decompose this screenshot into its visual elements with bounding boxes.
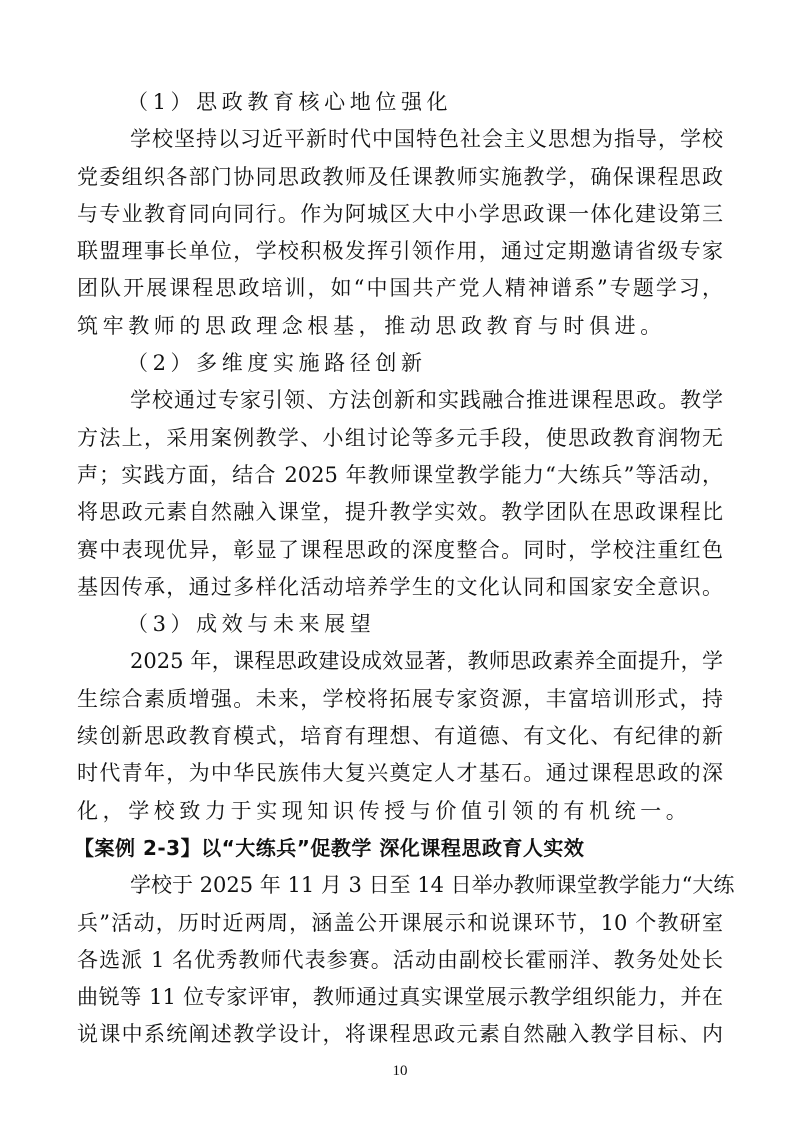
paragraph-line: 各选派 1 名优秀教师代表参赛。活动由副校长霍丽洋、教务处处长 (77, 947, 723, 972)
section-heading-2: （2）多维度实施路径创新 (127, 351, 427, 376)
case-title: 【案例 2-3】以“大练兵”促教学 深化课程思政育人实效 (74, 835, 585, 860)
paragraph-line: 续创新思政教育模式，培育有理想、有道德、有文化、有纪律的新 (77, 724, 723, 749)
paragraph-line: 曲锐等 11 位专家评审，教师通过真实课堂展示教学组织能力，并在 (77, 985, 723, 1010)
paragraph-line: 方法上，采用案例教学、小组讨论等多元手段，使思政教育润物无 (77, 425, 723, 450)
paragraph-line: 学校于 2025 年 11 月 3 日至 14 日举办教师课堂教学能力“大练 (130, 873, 735, 898)
paragraph-line: 声；实践方面，结合 2025 年教师课堂教学能力“大练兵”等活动， (77, 462, 723, 487)
paragraph-line: 筑牢教师的思政理念根基，推动思政教育与时俱进。 (77, 313, 666, 338)
paragraph-line: 学校坚持以习近平新时代中国特色社会主义思想为指导，学校 (130, 127, 723, 152)
paragraph-line: 兵”活动，历时近两周，涵盖公开课展示和说课环节，10 个教研室 (77, 910, 723, 935)
document-page (74, 84, 735, 1054)
section-heading-3: （3）成效与未来展望 (127, 612, 376, 637)
paragraph-line: 2025 年，课程思政建设成效显著，教师思政素养全面提升，学 (130, 649, 723, 674)
paragraph-line: 说课中系统阐述教学设计，将课程思政元素自然融入教学目标、内 (77, 1022, 723, 1047)
paragraph-line: 化，学校致力于实现知识传授与价值引领的有机统一。 (77, 798, 692, 823)
paragraph-line: 基因传承，通过多样化活动培养学生的文化认同和国家安全意识。 (77, 574, 723, 599)
paragraph-line: 将思政元素自然融入课堂，提升教学实效。教学团队在思政课程比 (77, 500, 723, 525)
page-number: 10 (392, 1063, 408, 1079)
paragraph-line: 与专业教育同向同行。作为阿城区大中小学思政课一体化建设第三 (77, 201, 723, 226)
section-heading-1: （1）思政教育核心地位强化 (127, 90, 453, 114)
paragraph-line: 联盟理事长单位，学校积极发挥引领作用，通过定期邀请省级专家 (77, 239, 723, 264)
paragraph-line: 团队开展课程思政培训，如“中国共产党人精神谱系”专题学习， (77, 276, 723, 301)
paragraph-line: 生综合素质增强。未来，学校将拓展专家资源，丰富培训形式，持 (77, 686, 723, 711)
paragraph-line: 赛中表现优异，彰显了课程思政的深度整合。同时，学校注重红色 (77, 537, 723, 562)
paragraph-line: 党委组织各部门协同思政教师及任课教师实施教学，确保课程思政 (77, 164, 723, 189)
paragraph-line: 时代青年，为中华民族伟大复兴奠定人才基石。通过课程思政的深 (77, 761, 723, 786)
paragraph-line: 学校通过专家引领、方法创新和实践融合推进课程思政。教学 (130, 388, 723, 413)
